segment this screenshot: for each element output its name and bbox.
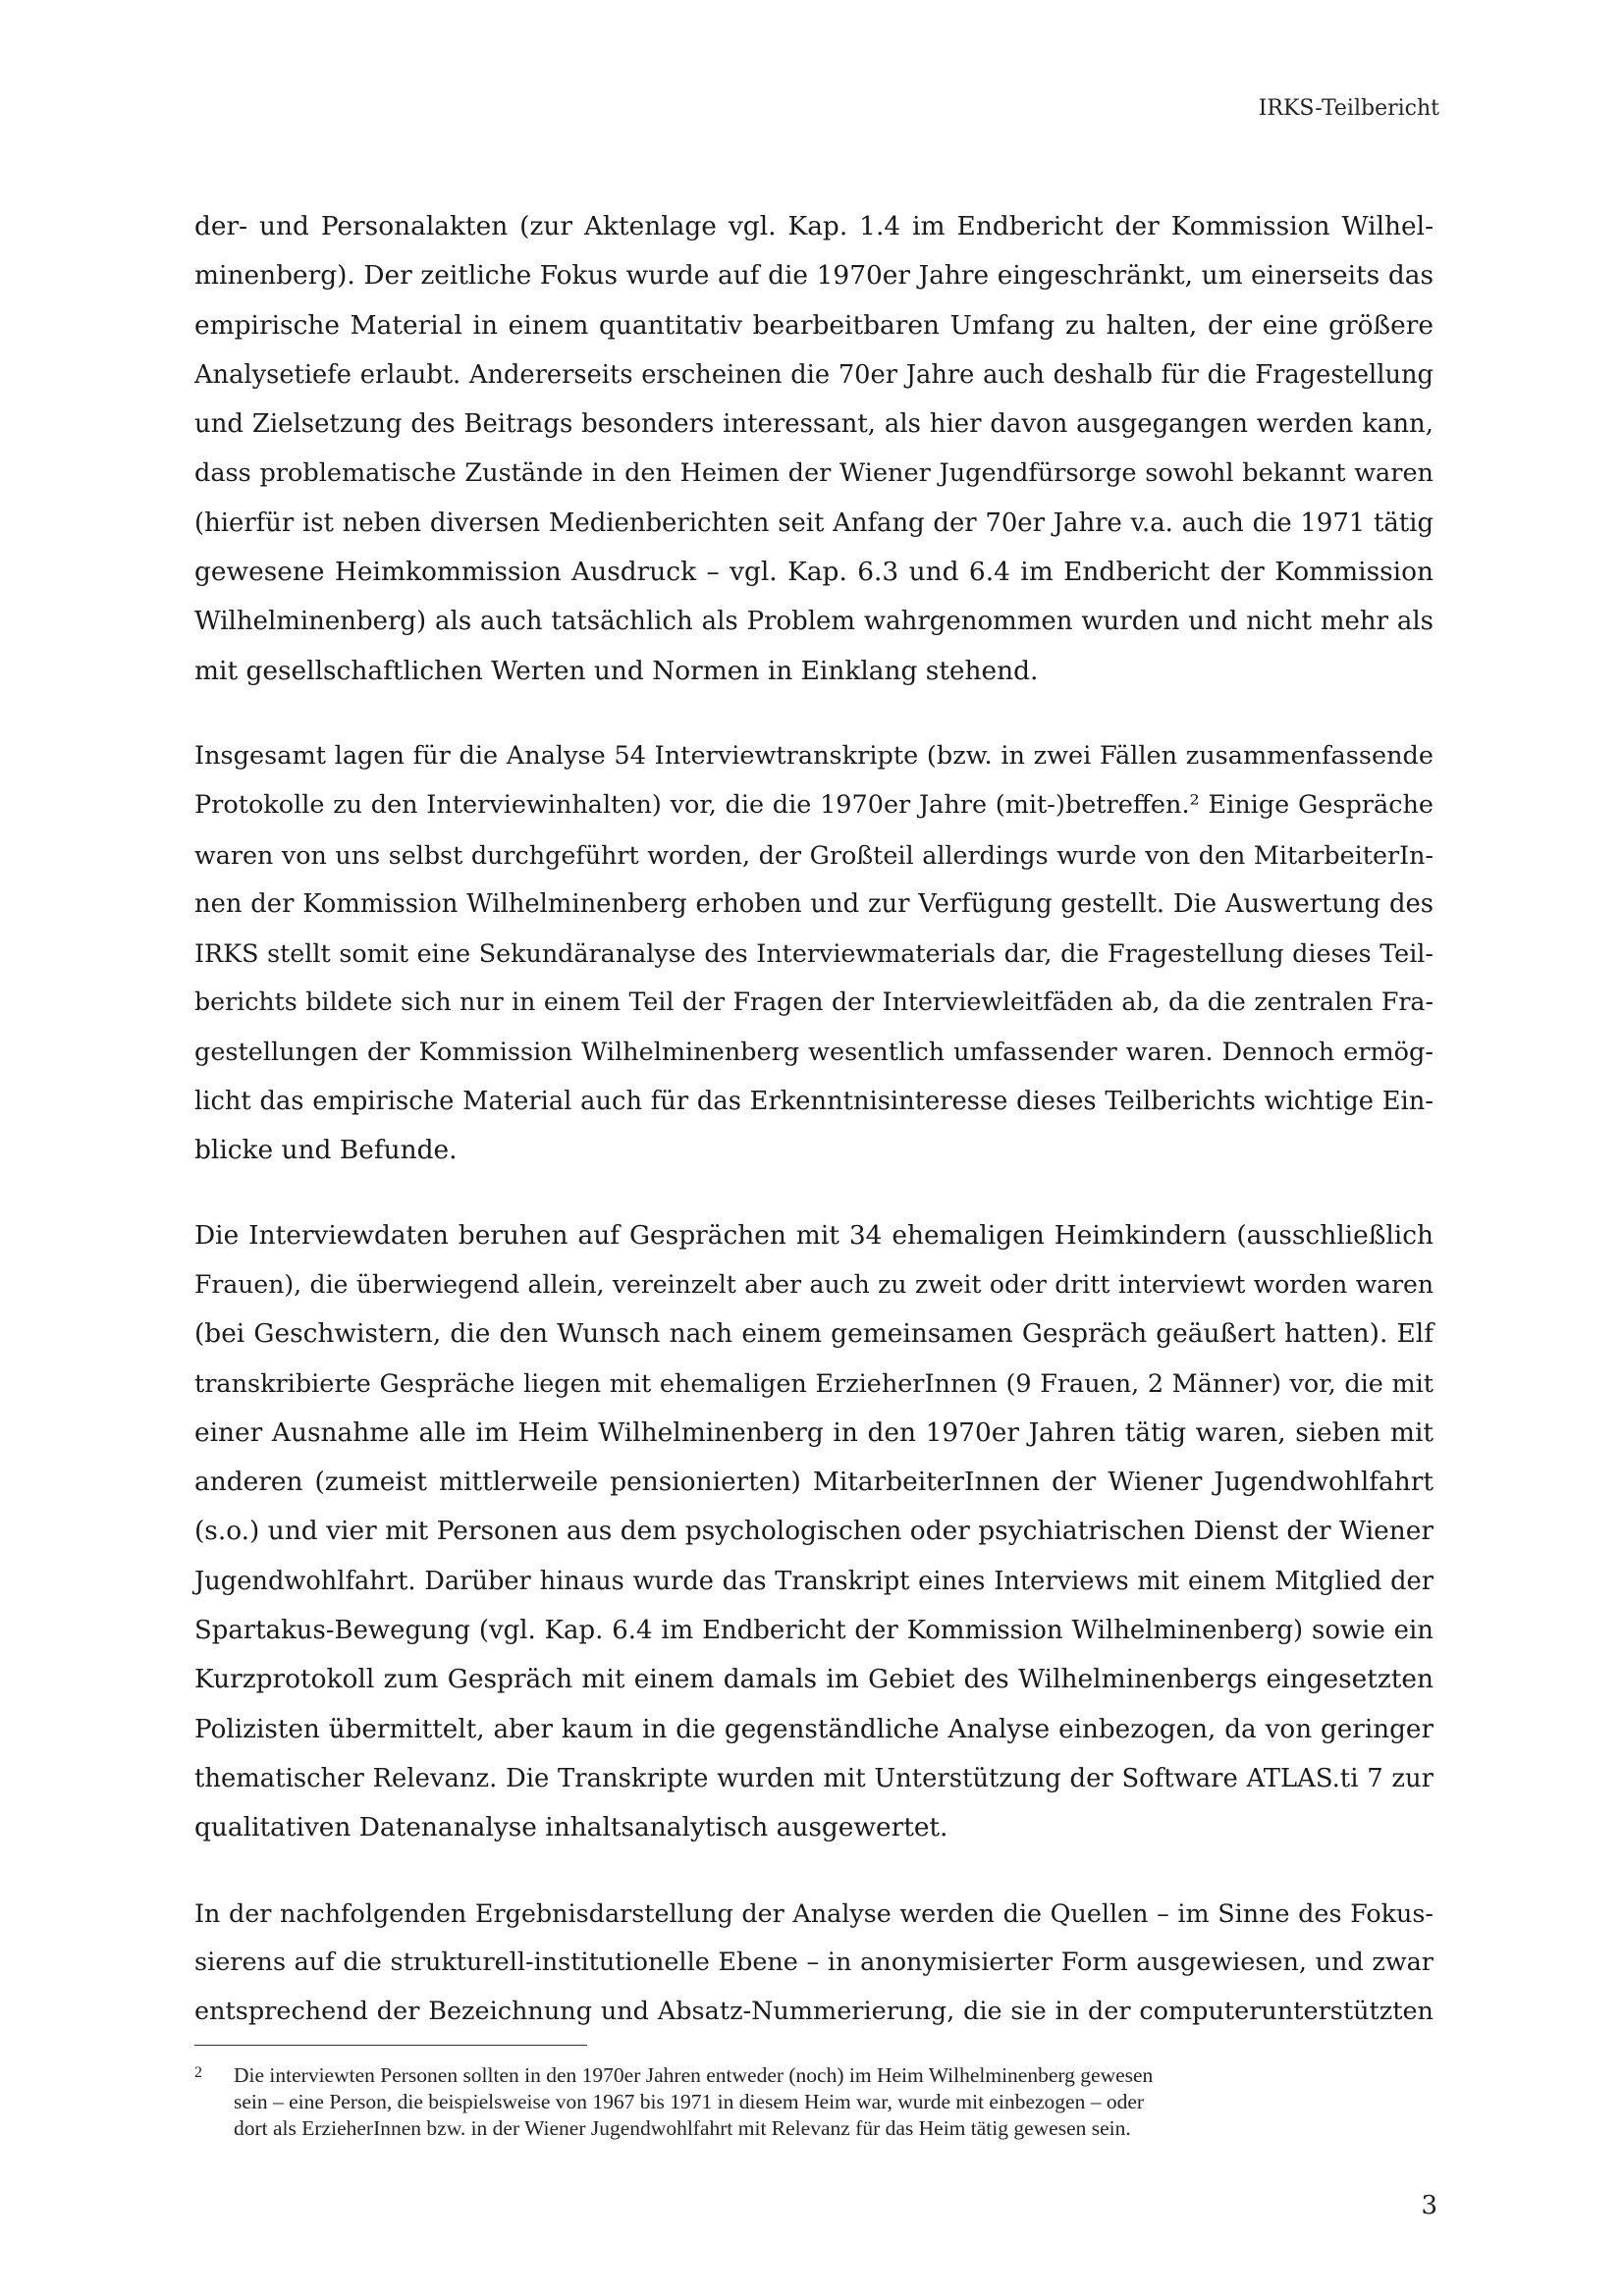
text-line: einer Ausnahme alle im Heim Wilhelminenberg in den 1970er Jahren tätig waren, sieben mit [194,1416,1434,1448]
footnote-marker: 2 [194,2064,202,2081]
body-text [194,202,1434,2071]
text-line: anderen (zumeist mittlerweile pensionierten) MitarbeiterInnen der Wiener Jugendwohlfahrt [194,1467,1434,1498]
footnote-line: Die interviewten Personen sollten in den 1970er Jahren entweder (noch) im Heim Wilhelminenberg gewesen [234,2063,1154,2087]
text-line: gewesene Heimkommission Ausdruck – vgl. Kap. 6.3 und 6.4 im Endbericht der Kommission [194,557,1434,588]
text-line: mit gesellschaftlichen Werten und Normen in Einklang stehend. [194,655,1039,686]
footnote-line: sein – eine Person, die beispielsweise von 1967 bis 1971 in diesem Heim war, wurde mit einbezogen – oder [234,2090,1145,2113]
paragraph [194,731,1434,1176]
paragraph [194,1211,1434,1853]
text-line: Die Interviewdaten beruhen auf Gesprächen mit 34 ehemaligen Heimkindern (ausschließlich [194,1219,1434,1251]
page-number: 3 [1421,2191,1437,2220]
text-line: thematischer Relevanz. Die Transkripte wurden mit Unterstützung der Software ATLAS.ti 7 zur [194,1763,1434,1793]
text-line: gestellungen der Kommission Wilhelminenberg wesentlich umfassender waren. Dennoch ermög- [194,1037,1434,1067]
paragraph [194,202,1434,696]
text-line: Frauen), die überwiegend allein, vereinzelt aber auch zu zweit oder dritt interviewt worden waren [194,1269,1434,1299]
text-line: In der nachfolgenden Ergebnisdarstellung der Analyse werden die Quellen – im Sinne des Fokus- [194,1897,1434,1928]
text-line: IRKS stellt somit eine Sekundäranalyse des Interviewmaterials dar, die Fragestellung dieses Teil- [194,938,1434,969]
text-line: Analysetiefe erlaubt. Andererseits erscheinen die 70er Jahre auch deshalb für die Fragestellung [194,359,1434,390]
text-line: (s.o.) und vier mit Personen aus dem psychologischen oder psychiatrischen Dienst der Wiener [194,1516,1434,1547]
paragraph [194,1889,1434,2037]
footnote [194,2062,1434,2142]
running-header: IRKS-Teilbericht [1258,96,1439,121]
text-line: blicke und Befunde. [194,1135,458,1166]
text-line: Wilhelminenberg) als auch tatsächlich als Problem wahrgenommen wurden und nicht mehr als [194,607,1434,637]
text-line: dass problematische Zustände in den Heimen der Wiener Jugendfürsorge sowohl bekannt waren [194,458,1434,489]
footnote-separator [194,2045,587,2046]
text-line: Protokolle zu den Interviewinhalten) vor, die die 1970er Jahre (mit-)betreffen.² Einige Gespräche [194,790,1434,821]
text-line: waren von uns selbst durchgeführt worden, der Großteil allerdings wurde von den MitarbeiterIn- [194,839,1434,870]
text-line: entsprechend der Bezeichnung und Absatz-Nummerierung, die sie in der computerunterstützten [194,1997,1434,2027]
footnote-line: dort als ErzieherInnen bzw. in der Wiener Jugendwohlfahrt mit Relevanz für das Heim tätig gewesen sein. [234,2116,1131,2140]
text-line: transkribierte Gespräche liegen mit ehemaligen ErzieherInnen (9 Frauen, 2 Männer) vor, die mit [194,1368,1434,1399]
text-line: licht das empirische Material auch für das Erkenntnisinteresse dieses Teilberichts wichtige Ein- [194,1087,1434,1117]
text-line: Insgesamt lagen für die Analyse 54 Interviewtranskripte (bzw. in zwei Fällen zusammenfassende [194,740,1434,771]
text-line: nen der Kommission Wilhelminenberg erhoben und zur Verfügung gestellt. Die Auswertung des [194,888,1434,919]
text-line: Polizisten übermittelt, aber kaum in die gegenständliche Analyse einbezogen, da von geringer [194,1714,1434,1744]
text-line: minenberg). Der zeitliche Fokus wurde auf die 1970er Jahre eingeschränkt, um einerseits das [194,260,1434,292]
text-line: berichts bildete sich nur in einem Teil der Fragen der Interviewleitfäden ab, da die zentralen Fra- [194,988,1434,1017]
text-line: Spartakus-Bewegung (vgl. Kap. 6.4 im Endbericht der Kommission Wilhelminenberg) sowie ein [194,1616,1434,1646]
text-line: (hierfür ist neben diversen Medienberichten seit Anfang der 70er Jahre v.a. auch die 1971 tätig [194,507,1434,538]
text-line: qualitativen Datenanalyse inhaltsanalytisch ausgewertet. [194,1812,948,1843]
text-line: empirische Material in einem quantitativ bearbeitbaren Umfang zu halten, der eine größere [194,309,1434,341]
text-line: Kurzprotokoll zum Gespräch mit einem damals im Gebiet des Wilhelminenbergs eingesetzten [194,1664,1434,1695]
text-line: Jugendwohlfahrt. Darüber hinaus wurde das Transkript eines Interviews mit einem Mitglied der [194,1566,1434,1596]
text-line: sierens auf die strukturell-institutionelle Ebene – in anonymisierter Form ausgewiesen, und zwar [194,1947,1434,1977]
footnote-text [234,2062,1434,2142]
text-line: (bei Geschwistern, die den Wunsch nach einem gemeinsamen Gespräch geäußert hatten). Elf [194,1318,1434,1350]
text-line: und Zielsetzung des Beitrags besonders interessant, als hier davon ausgegangen werden kann, [194,409,1434,440]
text-line: der- und Personalakten (zur Aktenlage vgl. Kap. 1.4 im Endbericht der Kommission Wilhel- [194,211,1434,241]
